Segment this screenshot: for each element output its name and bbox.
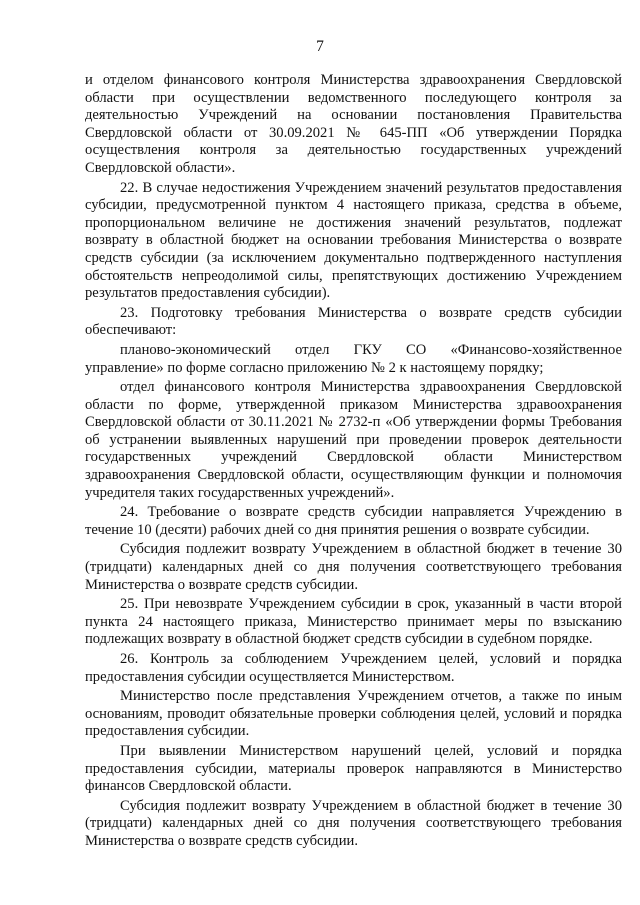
paragraph-planning-department: планово-экономический отдел ГКУ СО «Финансово-хозяйственное управление» по форме согласно приложению № 2 к настоящему порядку; (85, 341, 622, 376)
paragraph-subsidy-return-final: Субсидия подлежит возврату Учреждением в областной бюджет в течение 30 (тридцати) календарных дней со дня получения соответствующего требования Министерства о возврате средств субсидии. (85, 797, 622, 849)
page-number: 7 (316, 38, 324, 55)
paragraph-continuation: и отделом финансового контроля Министерства здравоохранения Свердловской области при осуществлении ведомственного последующего контроля за деятельностью Учреждений на основании постановления Правительства Свердловской области от 30.09.2021 № 645-ПП «Об утверждении Порядка осуществления контроля за деятельностью государственных учреждений Свердловской области». (85, 72, 622, 176)
paragraph-violations: При выявлении Министерством нарушений целей, условий и порядка предоставления субсидии, материалы проверок направляются в Министерство финансов Свердловской области. (85, 742, 622, 795)
paragraph-subsidy-return: Субсидия подлежит возврату Учреждением в областной бюджет в течение 30 (тридцати) календарных дней со дня получения соответствующего требования Министерства о возврате средств субсидии. (85, 541, 622, 593)
paragraph-item-22: 22. В случае недостижения Учреждением значений результатов предоставления субсидии, предусмотренной пунктом 4 настоящего приказа, средства в объеме, пропорциональном величине не достижения значений результатов, подлежат возврату в областной бюджет на основании требования Министерства о возврате средств субсидии (за исключением документально подтвержденного наступления обстоятельств непреодолимой силы, препятствующих достижению Учреждением результатов предоставления субсидии). (85, 179, 622, 302)
paragraph-item-23: 23. Подготовку требования Министерства о возврате средств субсидии обеспечивают: (85, 304, 622, 339)
paragraph-control-department: отдел финансового контроля Министерства здравоохранения Свердловской области по форме, утвержденной приказом Министерства здравоохранения Свердловской области от 30.11.2021 № 2732-п «Об утверждении формы Требования об устранении выявленных нарушений при проведении проверок деятельности государственных учреждений Свердловской области Министерством здравоохранения Свердловской области, осуществляющим функции и полномочия учредителя таких государственных учреждений». (85, 379, 622, 501)
document-body (85, 72, 622, 853)
paragraph-item-24: 24. Требование о возврате средств субсидии направляется Учреждению в течение 10 (десяти) рабочих дней со дня принятия решения о возврате субсидии. (85, 504, 622, 538)
paragraph-item-26: 26. Контроль за соблюдением Учреждением целей, условий и порядка предоставления субсидии осуществляется Министерством. (85, 651, 622, 685)
paragraph-item-25: 25. При невозврате Учреждением субсидии в срок, указанный в части второй пункта 24 настоящего приказа, Министерство принимает меры по взысканию подлежащих возврату в областной бюджет средств субсидии в судебном порядке. (85, 596, 622, 648)
paragraph-ministry-checks: Министерство после представления Учреждением отчетов, а также по иным основаниям, проводит обязательные проверки соблюдения целей, условий и порядка предоставления субсидии. (85, 688, 622, 740)
